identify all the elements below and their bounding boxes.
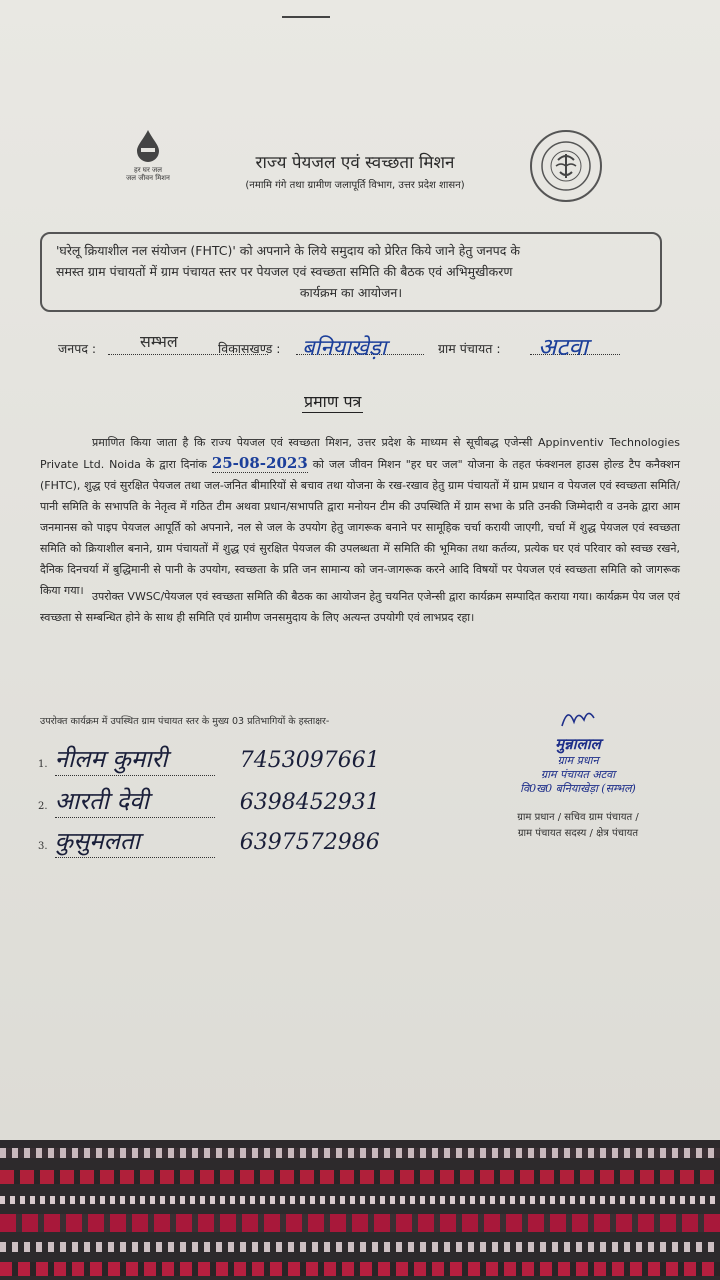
- participant-signature-1: [38, 742, 380, 776]
- background-fabric: [0, 1140, 720, 1280]
- participant-signature-2: [38, 784, 380, 818]
- roles-line-1: ग्राम प्रधान / सचिव ग्राम पंचायत /: [517, 812, 639, 823]
- fabric-stripe: [0, 1148, 720, 1158]
- box-line-3: कार्यक्रम का आयोजन।: [299, 285, 403, 300]
- certificate-paragraph-1: [40, 432, 680, 601]
- roles-line-2: ग्राम पंचायत सदस्य / क्षेत्र पंचायत: [517, 828, 639, 839]
- program-date: 25-08-2023: [211, 454, 308, 472]
- participant-name: आरती देवी: [55, 784, 215, 818]
- para2-text: उपरोक्त VWSC/पेयजल एवं स्वच्छता समिति की बैठक का आयोजन हेतु चयनित एजेन्सी द्वारा कार्यक्रम सम्पादित कराया गया। कार्यक्रम पेय जल एवं स्वच्छता से सम्बन्धित होने के साथ ही समिति एवं ग्रामीण जनसमुदाय के लिए अत्यन्त उपयोगी एवं लाभप्रद रहा।: [40, 590, 680, 624]
- row-number: 3.: [38, 841, 48, 852]
- fabric-stripe: [0, 1242, 720, 1252]
- para1-rest: को जल जीवन मिशन "हर घर जल" योजना के तहत फंक्शनल हाउस होल्ड टैप कनैक्शन (FHTC), शुद्ध एवं सुरक्षित पेयजल तथा जल-जनित बीमारियों से बचाव तथा योजना के रख-रखाव हेतु ग्राम पंचायतों में ग्राम प्रधान व पेयजल एवं स्वच्छता समिति/पानी समिति के सभापति के नेतृत्व में गठित टीम अथवा प्रधान/सभापति द्वारा मनोयन टीम की उपस्थिति में ग्राम सभा के प्रति उनकी जिम्मेदारी व उनके द्वारा आम जनमानस को पाइप पेयजल आपूर्ति को अपनाने, नल से जल के उपयोग हेतु जागरूक बनाने पर सामूहिक चर्चा करायी जाएगी, चर्चा में शुद्ध पेयजल एवं स्वच्छता समिति को क्रियाशील बनाने, ग्राम पंचायतों में शुद्ध एवं सुरक्षित पेयजल की उपलब्धता में समिति की भूमिका तथा कर्तव्य, प्रत्येक घर एवं परिवार को स्वच्छ रखने, दैनिक दिनचर्या में बुद्धिमानी से पानी के उपयोग, स्वच्छता के प्रति जन सामान्य को जन-जागरूक करने आदि विषयों पर पेयजल एवं स्वच्छता समिति को जागरूक किया गया।: [40, 458, 681, 597]
- water-drop-icon: [131, 128, 165, 162]
- fabric-stripe: [0, 1262, 720, 1276]
- stamp-name: मुन्नालाल: [555, 735, 601, 753]
- mission-subtitle: (नमामि गंगे तथा ग्रामीण जलापूर्ति विभाग, उत्तर प्रदेश शासन): [245, 180, 465, 191]
- participant-name: कुसुमलता: [55, 824, 215, 858]
- signature-scribble-icon: [558, 704, 598, 730]
- panchayat-label: ग्राम पंचायत :: [438, 341, 501, 356]
- up-government-emblem: [530, 130, 602, 202]
- stamp-line-3: वि0ख0 बनियाखेड़ा (सम्भल): [520, 782, 636, 795]
- row-number: 1.: [38, 759, 48, 770]
- logo-caption: हर घर जल जल जीवन मिशन: [126, 166, 170, 182]
- district-value: सम्भल: [140, 332, 178, 351]
- para1-start: प्रमाणित किया जाता है कि राज्य पेयजल एवं स्वच्छता मिशन, उत्तर प्रदेश के माध्यम से सूचीबद्ध एजेन्सी Appinventiv Technologies Private Ltd. Noida के द्वारा दिनांक: [40, 436, 680, 471]
- block-value: बनियाखेड़ा: [302, 336, 387, 361]
- mission-title: राज्य पेयजल एवं स्वच्छता मिशन: [255, 153, 455, 173]
- certificate-paragraph-2: [40, 586, 680, 628]
- pradhan-stamp: [478, 704, 678, 796]
- stamp-line-1: ग्राम प्रधान: [557, 754, 599, 767]
- pen-mark: [282, 16, 330, 18]
- certificate-title: प्रमाण पत्र: [304, 392, 362, 411]
- fabric-stripe: [0, 1196, 720, 1204]
- emblem-icon: [538, 138, 594, 194]
- jal-jeevan-mission-logo: [118, 128, 178, 198]
- stamp-line-2: ग्राम पंचायत अटवा: [540, 768, 616, 781]
- district-label: जनपद :: [58, 341, 97, 356]
- block-label: विकासखण्ड :: [218, 341, 281, 356]
- participant-phone: 6398452931: [239, 790, 380, 815]
- participant-phone: 7453097661: [239, 748, 380, 773]
- fabric-stripe: [0, 1170, 720, 1184]
- box-line-2: समस्त ग्राम पंचायतों में ग्राम पंचायत स्तर पर पेयजल एवं स्वच्छता समिति की बैठक एवं अभिमुखीकरण: [56, 264, 513, 279]
- participant-phone: 6397572986: [239, 830, 380, 855]
- box-line-1: 'घरेलू क्रियाशील नल संयोजन (FHTC)' को अपनाने के लिये समुदाय को प्रेरित किये जाने हेतु जनपद के: [56, 243, 520, 258]
- row-number: 2.: [38, 801, 48, 812]
- participant-name: नीलम कुमारी: [55, 742, 215, 776]
- signatory-roles: [478, 810, 678, 842]
- fabric-stripe: [0, 1214, 720, 1232]
- participant-signature-3: [38, 824, 380, 858]
- letterhead: [190, 150, 520, 191]
- program-title-box: [40, 232, 662, 312]
- signature-intro: उपरोक्त कार्यक्रम में उपस्थित ग्राम पंचायत स्तर के मुख्य 03 प्रतिभागियों के हस्ताक्षर-: [40, 716, 330, 727]
- panchayat-value: अटवा: [538, 333, 588, 361]
